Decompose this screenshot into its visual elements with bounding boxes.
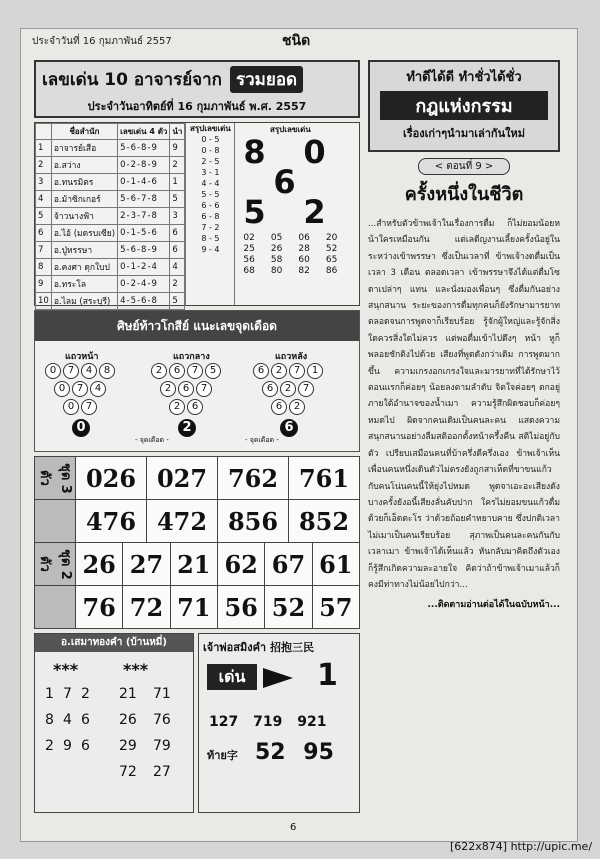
set2-row bbox=[35, 586, 359, 628]
triangle-digit: 6 bbox=[187, 399, 203, 415]
br-num: 127 bbox=[209, 714, 239, 730]
semathong-title: อ.เสมาทองคำ (บ้านหมี่) bbox=[35, 634, 193, 652]
table-cell: 9 bbox=[36, 276, 52, 293]
tai-num: 95 bbox=[303, 740, 334, 765]
table-cell: 5-6-8-9 bbox=[118, 140, 170, 157]
table-cell: 5 bbox=[170, 293, 185, 310]
grid-number: 60 bbox=[298, 255, 310, 265]
triangle-digit: 7 bbox=[72, 381, 88, 397]
summary-pair: 3 - 1 bbox=[201, 168, 220, 177]
key-digit: 0 bbox=[72, 419, 90, 437]
triangle-digit: 2 bbox=[151, 363, 167, 379]
tips-rows bbox=[35, 123, 185, 310]
set-cell: 852 bbox=[288, 500, 359, 542]
table-cell: 0-1-4-6 bbox=[118, 174, 170, 191]
grid-number: 28 bbox=[298, 244, 310, 254]
summary-pair: 2 - 5 bbox=[201, 157, 220, 166]
tai-text: ท้าย bbox=[207, 749, 227, 762]
summary-column bbox=[185, 123, 234, 305]
summary-pair: 0 - 8 bbox=[201, 146, 220, 155]
col-label-back: แถวหลัง bbox=[275, 352, 308, 362]
triangle-digit: 8 bbox=[99, 363, 115, 379]
summary-pair: 6 - 6 bbox=[201, 201, 220, 210]
set-cell: 476 bbox=[75, 500, 146, 542]
brand-badge: รวมยอด bbox=[230, 66, 303, 93]
set-cell: 52 bbox=[264, 586, 311, 628]
triangle-digit: 0 bbox=[63, 399, 79, 415]
section-banner: ศิษย์ท้าวโกสีย์ แนะเลขจุดเดือด bbox=[35, 311, 359, 341]
table-row bbox=[36, 259, 185, 276]
tai-label bbox=[207, 746, 238, 764]
table-cell: 1 bbox=[36, 140, 52, 157]
number-grid bbox=[235, 233, 345, 276]
key-digit: 6 bbox=[280, 419, 298, 437]
table-cell: 0-2-4-9 bbox=[118, 276, 170, 293]
triangle-digit: 2 bbox=[289, 399, 305, 415]
story-subtitle: เรื่องเก่าๆนำมาเล่ากันใหม่ bbox=[402, 127, 525, 140]
triangle-digit: 2 bbox=[169, 399, 185, 415]
br-chinese: 招抱三民 bbox=[269, 641, 314, 654]
bl-number: 6 bbox=[81, 712, 90, 728]
key-digit: 2 bbox=[178, 419, 196, 437]
triangle-digit: 7 bbox=[289, 363, 305, 379]
summary-pair: 0 - 5 bbox=[201, 135, 220, 144]
set2-label: ชุด 2 ตัว bbox=[35, 543, 75, 585]
table-row bbox=[36, 276, 185, 293]
set-cell: 027 bbox=[146, 457, 217, 499]
grid-number: 68 bbox=[243, 266, 255, 276]
grid-number: 26 bbox=[270, 244, 283, 254]
bl-number: 27 bbox=[153, 764, 171, 780]
triangle-digit: 4 bbox=[90, 381, 106, 397]
summary-pair: 6 - 8 bbox=[201, 212, 220, 221]
big-digit: 8 bbox=[243, 133, 266, 171]
story-header bbox=[368, 60, 560, 152]
big-digit: 5 bbox=[243, 193, 266, 231]
set-cell: 61 bbox=[312, 543, 359, 585]
grid-number: 56 bbox=[243, 255, 255, 265]
bl-number: 72 bbox=[119, 764, 137, 780]
table-cell: 7 bbox=[36, 242, 52, 259]
grid-number: 82 bbox=[298, 266, 310, 276]
table-cell: 0-2-8-9 bbox=[118, 157, 170, 174]
grid-number: 06 bbox=[298, 233, 310, 243]
table-cell: 4 bbox=[170, 259, 185, 276]
table-cell: 5-6-8-9 bbox=[118, 242, 170, 259]
set-cell: 76 bbox=[75, 586, 122, 628]
triangle-digit: 6 bbox=[178, 381, 194, 397]
table-row bbox=[36, 157, 185, 174]
bl-number: 2 bbox=[81, 686, 90, 702]
jud-label: - จุดเดือด - bbox=[245, 436, 279, 444]
bl-number: 79 bbox=[153, 738, 171, 754]
triangle-digit: 7 bbox=[187, 363, 203, 379]
page-number: 6 bbox=[290, 822, 297, 833]
col-header: นำ bbox=[170, 124, 185, 140]
triangle-digit: 6 bbox=[271, 399, 287, 415]
table-cell: จ้าวนางฟ้า bbox=[51, 208, 117, 225]
table-cell: 2 bbox=[170, 157, 185, 174]
set-cell: 56 bbox=[217, 586, 264, 628]
triangle-digit: 2 bbox=[160, 381, 176, 397]
story-title: ครั้งหนึ่งในชีวิต bbox=[404, 184, 524, 205]
bl-number: 26 bbox=[119, 712, 137, 728]
table-cell: 6 bbox=[36, 225, 52, 242]
samingkham-title bbox=[199, 634, 359, 660]
table-cell: 5 bbox=[36, 208, 52, 225]
big-digit: 0 bbox=[303, 133, 326, 171]
col-header: ชื่อสำนัก bbox=[51, 124, 117, 140]
bl-number: 4 bbox=[63, 712, 72, 728]
table-cell: อ.ปู่หรรษา bbox=[51, 242, 117, 259]
bl-number: 21 bbox=[119, 686, 137, 702]
table-cell: อ.ม้าซิกเกอร์ bbox=[51, 191, 117, 208]
issue-date: ประจำวันที่ 16 กุมภาพันธ์ 2557 bbox=[32, 36, 172, 47]
main-title bbox=[42, 66, 352, 93]
bl-number: 6 bbox=[81, 738, 90, 754]
table-cell: 4-5-6-8 bbox=[118, 293, 170, 310]
table-cell: 3 bbox=[170, 208, 185, 225]
stars: *** bbox=[53, 660, 79, 679]
grid-number: 52 bbox=[325, 244, 338, 254]
big-digit: 6 bbox=[273, 163, 296, 201]
bl-number: 1 bbox=[45, 686, 54, 702]
tai-num: 52 bbox=[255, 740, 286, 765]
table-cell: 8 bbox=[36, 259, 52, 276]
story-body: ...สำหรับตัวข้าพเจ้าในเรื่องการดื่ม ก็ไม่ยอมน้อยหน้าใครเหมือนกัน แต่เลดีญงานเลี้ยงครั้งน้อยู่ในระหว่างเข้าพรรษา ซึ่งเป็นเวลาที่ ข้าพเจ้างดดื่มเป็นเวลา 3 เดือน ตลอดเวลา เข้าพรรษาจึงได้แต่ดื่มโซดาเปล่าๆ แทน และนั่งมองเพื่อนๆ ซึ่งดื่มกันอย่างสนุกสนาน ระยะของการดื่มทุกคนก็ยังรักษามารยาทตลอดจนการพูดจาก็เรียบร้อย รู้จักผู้ใหญ่และรู้จักสิ่งใดควรสิ่งใดไม่ควร แต่พอดื่มเข้าไปดึงๆ หน้า หูก็พลอยชักติงไปด้วย เสียงที่พูดดังกว่าเดิม การพูดมากขึ้น ความเกรงอกเกรงใจและมารยาทที่ได้รักษาไว้ตอนแรกก็ค่อยๆ น้อยลงตามลำดับ จิตใจค่อยๆ ตกอยู่ภายใต้อำนาจของน้ำเมา ความรู้สึกผิดชอบก็ค่อยๆ หมดไป ผิดจากคนเดิมเป็นคนละคน แสดงความสนุกสนานอย่างลืมสติออกตั้งหน้าครึ้งคืน สติไม่อยู่กับตัว เปรียบเสมือนคนที่บ้าครึ่งดีครึ่งเอง ข้าพเจ้าเห็นเพื่อนคนหนึ่งเดินตัวไม่ตรงยังถูกสาเห็ดที่ขาขนแก้วกับคนโน่นคนนี้ให้ยุ่งไปหมด พูดจาเอะอะเสียงดัง บางครั้งยังอนี้เสียงลั่นคับปาก ใครไม่ยอมขนแก้วดื่มด้วยก็เอ็ดตะโร ว่าด้วยถ้อยคำหยาบคาย ซึ่งปกติเวลาไม่เมาเป็นคนเรียบร้อย สุภาพเป็นคนละคนกันกับเวลาเมา ข้าพเจ้าได้เห็นแล้ว หันกลับมาคิดถึงตัวเอง ก็รู้สึกเกิดความละอายใจ คิดว่าถ้าข้าพเจ้าเมาแล้วก็คงมีท่าทางไม่น้อยไปกว่า... bbox=[368, 219, 560, 590]
tai-char: 字 bbox=[226, 749, 238, 762]
summary-pair: 9 - 4 bbox=[201, 245, 220, 254]
bl-number: 2 bbox=[45, 738, 54, 754]
table-cell: 2 bbox=[36, 157, 52, 174]
triangle-digit: 2 bbox=[280, 381, 296, 397]
col-label-middle: แถวกลาง bbox=[173, 352, 210, 362]
bl-number: 9 bbox=[63, 738, 72, 754]
triangle-digit: 7 bbox=[63, 363, 79, 379]
table-row bbox=[36, 242, 185, 259]
table-row bbox=[36, 208, 185, 225]
summary-digits bbox=[234, 123, 345, 305]
summary-pair: 8 - 5 bbox=[201, 234, 220, 243]
den-label: เด่น bbox=[207, 664, 257, 690]
br-num: 921 bbox=[297, 714, 327, 730]
arrow-icon bbox=[263, 668, 293, 688]
triangle-digit: 7 bbox=[298, 381, 314, 397]
set-cell: 71 bbox=[170, 586, 217, 628]
set-cell: 026 bbox=[75, 457, 146, 499]
story-series: กฎแห่งกรรม bbox=[380, 91, 548, 120]
continue-note: ...ติดตามอ่านต่อได้ในฉบับหน้า... bbox=[427, 600, 560, 611]
grid-number: 86 bbox=[325, 266, 338, 276]
table-row bbox=[36, 293, 185, 310]
title-text: เลขเด่น 10 อาจารย์จาก bbox=[42, 70, 222, 90]
masthead-logo: ชนิด bbox=[282, 33, 311, 49]
triangle-digit: 5 bbox=[205, 363, 221, 379]
table-cell: 1 bbox=[170, 174, 185, 191]
tai-numbers bbox=[255, 740, 334, 765]
semathong-box bbox=[34, 633, 194, 813]
bl-number: 76 bbox=[153, 712, 171, 728]
stars: *** bbox=[123, 660, 149, 679]
bl-number: 7 bbox=[63, 686, 72, 702]
triangle-digit: 4 bbox=[81, 363, 97, 379]
triangle-digit: 7 bbox=[81, 399, 97, 415]
subtitle: ประจำวันอาทิตย์ที่ 16 กุมภาพันธ์ พ.ศ. 2557 bbox=[87, 100, 307, 113]
triangle-digit: 1 bbox=[307, 363, 323, 379]
triangle-digit: 6 bbox=[262, 381, 278, 397]
table-cell: 0-1-5-6 bbox=[118, 225, 170, 242]
number-sets bbox=[34, 456, 360, 629]
set-cell: 72 bbox=[122, 586, 169, 628]
triangle-digit: 6 bbox=[253, 363, 269, 379]
set-cell: 27 bbox=[122, 543, 169, 585]
table-cell: อ.ทระโล bbox=[51, 276, 117, 293]
big-digit: 2 bbox=[303, 193, 326, 231]
tips-table bbox=[34, 122, 360, 306]
grid-number: 05 bbox=[270, 233, 283, 243]
summary-list bbox=[186, 134, 234, 254]
summary-pair: 4 - 4 bbox=[201, 179, 220, 188]
grid-number: 80 bbox=[270, 266, 283, 276]
lottery-column bbox=[34, 60, 360, 813]
grid-number: 02 bbox=[243, 233, 255, 243]
summary-pair: 7 - 2 bbox=[201, 223, 220, 232]
br-numbers bbox=[209, 714, 326, 730]
table-cell: 5-6-7-8 bbox=[118, 191, 170, 208]
table-cell: 10 bbox=[36, 293, 52, 310]
watermark: [622x874] http://upic.me/ bbox=[450, 840, 593, 853]
set3-row bbox=[35, 500, 359, 543]
triangle-digit: 2 bbox=[271, 363, 287, 379]
bl-number: 71 bbox=[153, 686, 171, 702]
episode-badge: < ตอนที่ 9 > bbox=[418, 158, 510, 175]
samingkham-box bbox=[198, 633, 360, 813]
table-row bbox=[36, 140, 185, 157]
grid-number: 65 bbox=[325, 255, 338, 265]
set2-label-cont bbox=[35, 586, 75, 628]
table-cell: 2-3-7-8 bbox=[118, 208, 170, 225]
triangle-digit: 0 bbox=[54, 381, 70, 397]
table-row bbox=[36, 191, 185, 208]
set-cell: 762 bbox=[217, 457, 288, 499]
table-cell: 0-1-2-4 bbox=[118, 259, 170, 276]
triangle-digit: 0 bbox=[45, 363, 61, 379]
triangle-digit: 6 bbox=[169, 363, 185, 379]
table-cell: อ.คงศา ดุกใบป bbox=[51, 259, 117, 276]
table-cell: 6 bbox=[170, 225, 185, 242]
table-cell: 9 bbox=[170, 140, 185, 157]
set3-label-cont bbox=[35, 500, 75, 542]
set3-row bbox=[35, 457, 359, 500]
grid-number: 20 bbox=[325, 233, 338, 243]
col-label-front: แถวหน้า bbox=[65, 352, 99, 362]
table-cell: อาจารย์เสือ bbox=[51, 140, 117, 157]
boiling-point-section bbox=[34, 310, 360, 452]
set-cell: 21 bbox=[170, 543, 217, 585]
bottom-boxes bbox=[34, 633, 360, 813]
table-row bbox=[36, 225, 185, 242]
story-column bbox=[368, 60, 560, 611]
table-cell: 3 bbox=[36, 174, 52, 191]
table-cell: อ.ทนรมิตร bbox=[51, 174, 117, 191]
story-tagline: ทำดีได้ดี ทำชั่วได้ชั่ว bbox=[406, 70, 522, 85]
br-title-text: เจ้าพ่อสมิงคำ bbox=[203, 641, 267, 654]
triangle-digit: 7 bbox=[196, 381, 212, 397]
table-cell: 5 bbox=[170, 191, 185, 208]
bl-number: 29 bbox=[119, 738, 137, 754]
bl-number: 8 bbox=[45, 712, 54, 728]
table-cell: 4 bbox=[36, 191, 52, 208]
summary-pair: 5 - 5 bbox=[201, 190, 220, 199]
set-cell: 26 bbox=[75, 543, 122, 585]
grid-number: 25 bbox=[243, 244, 255, 254]
br-num: 719 bbox=[253, 714, 283, 730]
table-cell: อ.สว่าง bbox=[51, 157, 117, 174]
set-cell: 67 bbox=[264, 543, 311, 585]
summary-header: สรุปเลขเด่น bbox=[190, 124, 231, 133]
set-cell: 472 bbox=[146, 500, 217, 542]
den-number: 1 bbox=[317, 658, 338, 693]
col-header: เลขเด่น 4 ตัว bbox=[118, 124, 170, 140]
set2-row bbox=[35, 543, 359, 586]
set-cell: 57 bbox=[312, 586, 359, 628]
set-cell: 856 bbox=[217, 500, 288, 542]
summary-header-2: สรุปเลขเด่น bbox=[270, 125, 311, 134]
grid-number: 58 bbox=[270, 255, 283, 265]
table-cell: อ.ไอ้ (มดรบเซีย) bbox=[51, 225, 117, 242]
jud-label: - จุดเดือด - bbox=[135, 436, 169, 444]
table-cell: 2 bbox=[170, 276, 185, 293]
set-cell: 62 bbox=[217, 543, 264, 585]
title-box bbox=[34, 60, 360, 118]
table-row bbox=[36, 174, 185, 191]
table-cell: อ.ไลม (สระบุรี) bbox=[51, 293, 117, 310]
set-cell: 761 bbox=[288, 457, 359, 499]
set3-label: ชุด 3 ตัว bbox=[35, 457, 75, 499]
table-cell: 6 bbox=[170, 242, 185, 259]
